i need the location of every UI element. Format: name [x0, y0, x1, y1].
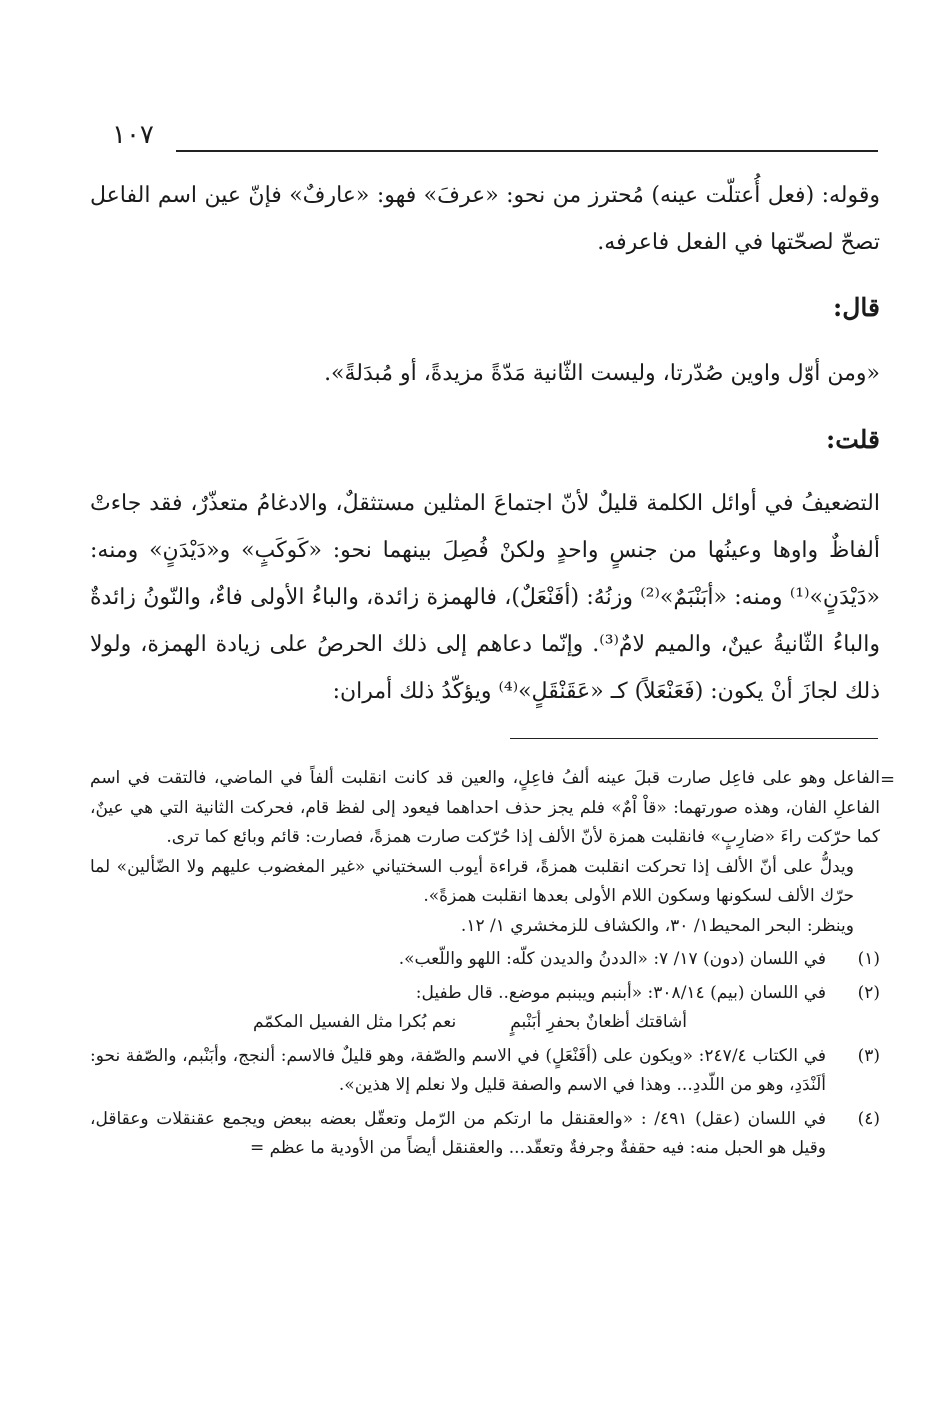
footnote-continuation: وينظر: البحر المحيط١/ ٣٠، والكشاف للزمخشري ١/ ١٢. — [460, 915, 854, 936]
page-number: ١٠٧ — [112, 120, 154, 150]
footnote-text: في اللسان (بيم) ٣٠٨/١٤: «أبنبم ويبنبم موضع.. قال طفيل: — [415, 982, 826, 1003]
poetry-verse — [90, 1008, 880, 1038]
footnote-item — [90, 1105, 880, 1164]
footnote-number: (١) — [857, 949, 880, 969]
footnotes — [90, 764, 880, 1164]
quoted-rule: «ومن أوّل واوين صُدّرتا، وليست الثّانية مَدّةً مزيدةً، أو مُبدَلةً». — [324, 361, 880, 386]
footnote-number: (٤) — [857, 1108, 880, 1129]
verse-hemistich: أشاقتك أظعانٌ بحفرِ أبَنْبمٍ — [510, 1012, 687, 1032]
footnote-item — [90, 945, 880, 975]
footnote-number: (٣) — [857, 1045, 880, 1066]
qal-heading: قال: — [833, 293, 880, 322]
header-rule — [176, 150, 878, 152]
footnote-continuation: ويدلُّ على أنّ الألف إذا تحركت انقلبت همزةً، قراءة أيوب السختياني «غير المغضوب عليهم ولا الضّألين» لما حرّك الألف لسكونها وسكون اللام الأولى بعدها انقلبت همزةً». — [90, 856, 854, 906]
footnote-item — [90, 1042, 880, 1101]
footnote-continuation: الفاعل وهو على فاعِل صارت قبلَ عينه ألفُ فاعِلٍ، والعين قد كانت انقلبت ألفاً في الماضي، فالتقت في اسم الفاعلِ الفان، وهذه صورتهما: «قاْ اْمٌ» فلم يجز حذف احداهما فيعود إلى لفظ قام، فحركت الثانية التي هي عينٌ، كما حرّكت راءَ «ضارِبٍ» فانقلبت همزة لأنّ الألف إذا حُرّكت صارت همزةً، فصارت: قائم وبائع كما ترى. — [90, 768, 880, 847]
main-paragraph-2: التضعيفُ في أوائل الكلمة قليلٌ لأنّ اجتماعَ المثلين مستثقلٌ، والادغامُ متعذّرٌ، فقد جاءتْ ألفاظٌ واوها وعينُها من جنسٍ واحدٍ ولكنْ فُصِلَ بينهما نحو: «كَوكَبٍ» و«دَيْدَنٍ» ومنه: «دَيْدَنٍ»⁽¹⁾ ومنه: «أبَنْبَمٌ»⁽²⁾ وزنُهُ: (أفَنْعَلٌ)، فالهمزة زائدة، والباءُ الأولى فاءٌ، والنّونُ زائدةٌ والباءُ الثّانيةُ عينٌ، والميم لامٌ⁽³⁾. وإنّما دعاهم إلى ذلك الحرصُ على زيادة الهمزة، ولولا ذلك لجازَ أنْ يكون: (فَعَنْعَلاً) كـ «عَقَنْقَلٍ»⁽⁴⁾ ويؤكّدُ ذلك أمران: — [90, 491, 881, 704]
main-paragraph: وقوله: (فعل أُعتلّت عينه) مُحترز من نحو: «عرفَ» فهو: «عارفٌ» فإنّ عين اسم الفاعل تصحّ لصحّتها في الفعل فاعرفه. — [90, 183, 880, 255]
main-text — [90, 172, 880, 715]
verse-hemistich: نعم بُكرا مثل الفسيل المكمّم — [253, 1012, 457, 1032]
qult-heading: قلت: — [825, 425, 880, 454]
footnote-separator — [510, 738, 878, 739]
footnote-text: في الكتاب ٢٤٧/٤: «ويكون على (أفَنْعَلٍ) في الاسم والصّفة، وهو قليلٌ فالاسم: ألنجج، وأبَنْبم، والصّفة نحو: ألَنْدَدِ، وهو من اللّددِ... وهذا في الاسم والصفة قليل ولا نعلم إلا هذين». — [90, 1045, 826, 1095]
footnote-item — [90, 979, 880, 1009]
footnote-continuation-mark: = — [880, 769, 896, 790]
footnote-text: في اللسان (دون) ١٧/ ٧: «الددنُ والديدن كلّه: اللهو واللّعب». — [398, 949, 826, 969]
footnote-text: في اللسان (عقل) ٤٩١/ : «والعقنقل ما ارتكم من الرّمل وتعقّل بعضه ببعض ويجمع عقنقلات وعقاقل، وقيل هو الحبل منه: فيه حقفةٌ وجرفةٌ وتعقّد... والعقنقل أيضاً من الأودية ما عظم = — [90, 1108, 826, 1158]
footnote-number: (٢) — [857, 982, 880, 1003]
